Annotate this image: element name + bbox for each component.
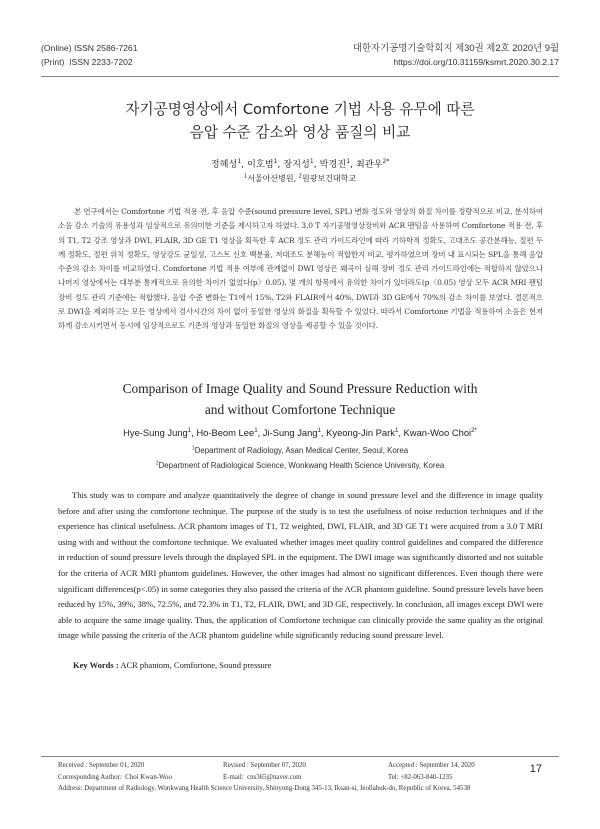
keywords-label: Key Words : <box>73 660 119 670</box>
accepted-date: Accepted : September 14, 2020 <box>388 762 475 769</box>
keywords <box>73 660 271 670</box>
affiliation: 원광보건대학교 <box>301 174 357 183</box>
korean-abstract: 본 연구에서는 Comfortone 기법 적용 전, 후 음압 수준(sound pressure level, SPL) 변화 정도와 영상의 화질 차이를 정량적으로 비교, 분석하여 소음 감소 기술의 유용성과 임상적으로 유의미한 기준을 제시하고자 하였다. 3.0 T 자기공명영상장비와 ACR 팬텀을 사용하여 Comfortone 적용 전, 후의 T1, T2 강조 영상과 DWI, FLAIR, 3D GE T1 영상을 획득한 후 ACR 정도 관리 가이드라인에 따라 기하학적 정확도, 고대조도 공간분해능, 절편 두께 정확도, 절편 위치 정확도, 영상강도 균일성, 고스트 신호 백분율, 저대조도 분해능이 적합한지 비교, 평가하였으며 장비 내 표시되는 SPL을 통해 음압 수준의 감소 차이를 비교하였다. Comfortone 기법 적용 여부에 관계없이 DWI 영상은 왜곡이 심해 장비 정도 관리 가이드라인에는 적합하지 않았으나 나머지 영상에서는 대부분 통계적으로 유의한 차이가 없었다(p〉0.05). 몇 개의 항목에서 유의한 차이가 있더라도(p〈0.05) 영상 모두 ACR MRI 팬텀 장비 정도 관리 기준에는 적합했다. 음압 수준 변화는 T1에서 15%, T2와 FLAIR에서 40%, DWI과 3D GE에서 70%의 감소 차이를 보였다. 결론적으로 DWI을 제외하고는 모든 영상에서 검사시간의 차이 없이 동일한 영상의 화질을 획득할 수 있었다. 따라서 Comfortone 기법을 적용하여 소음은 현저하게 감소시키면서 동시에 임상적으로도 기존의 영상과 동일한 화질의 영상을 제공할 수 있을 것이다. <box>58 207 543 331</box>
author: Kyeong-Jin Park <box>326 427 395 438</box>
author: Kwan-Woo Choi <box>403 427 472 438</box>
doi-link[interactable]: https://doi.org/10.31159/ksmrt.2020.30.2.17 <box>393 57 559 67</box>
author: 정혜성 <box>210 159 238 170</box>
korean-title-line-1: 자기공명영상에서 Comfortone 기법 사용 유무에 따른 <box>125 101 475 118</box>
page-number: 17 <box>529 763 542 775</box>
affiliation: Department of Radiological Science, Wonkwang Health Science University, Korea <box>158 461 445 470</box>
issn-online: (Online) ISSN 2586-7261 <box>41 43 138 53</box>
email: E-mail: cns365@naver.com <box>223 773 302 781</box>
keywords-list: ACR phantom, Comfortone, Sound pressure <box>120 660 272 670</box>
english-title-line-1: Comparison of Image Quality and Sound Pressure Reduction with <box>122 381 478 396</box>
article-footer <box>58 760 528 795</box>
author: Hye-Sung Jung <box>123 427 188 438</box>
author: Ji-Sung Jang <box>262 427 318 438</box>
author: 이호범 <box>246 159 274 170</box>
korean-title-line-2: 음압 수준 감소와 영상 품질의 비교 <box>189 124 411 141</box>
author: 최관우 <box>355 159 383 170</box>
address: Address: Department of Radiology, Wonkwang Health Science University, Shinyong-Dong 345-13, Iksan-si, Jeollabuk-do, Republic of Korea, 54538 <box>58 785 471 792</box>
header-divider <box>41 76 559 77</box>
issn-print: (Print) ISSN 2233-7202 <box>41 57 133 67</box>
author: 박경진 <box>319 159 347 170</box>
english-authors: Hye-Sung Jung$^1$, Ho-Beom Lee$^1$, Ji-Sung Jang$^1$, Kyeong-Jin Park$^1$, Kwan-Woo Choi$^{2*}$ <box>123 426 477 438</box>
footer-divider <box>41 756 559 757</box>
affiliation: Department of Radiology, Asan Medical Center, Seoul, Korea <box>194 446 409 455</box>
corresponding-author: Corresponding Author: Choi Kwan-Woo <box>58 773 172 781</box>
english-title <box>0 378 600 420</box>
english-affiliations: $^1$Department of Radiology, Asan Medical Center, Seoul, Korea $^2$Department of Radiological Science, Wonkwang Health Science University, Korea <box>155 445 445 470</box>
author: 장지성 <box>283 159 310 170</box>
received-date: Received : September 01, 2020 <box>58 762 145 769</box>
journal-name: 대한자기공명기술학회지 제30권 제2호 2020년 9월 <box>352 42 559 53</box>
affiliation: 서울아산병원, <box>247 174 297 183</box>
korean-title <box>0 98 600 144</box>
telephone: Tel: +82-063-840-1235 <box>388 773 453 781</box>
running-header <box>41 41 559 69</box>
korean-authors: 정혜성$^1$, 이호범$^1$, 장지성$^1$, 박경진$^1$, 최관우$^{2*}$ <box>210 157 390 170</box>
english-title-line-2: and without Comfortone Technique <box>204 402 396 417</box>
korean-affiliations: $^1$서울아산병원, $^2$원광보건대학교 <box>243 173 357 183</box>
author: Ho-Beom Lee <box>196 427 255 438</box>
revised-date: Revised : September 07, 2020 <box>223 762 306 769</box>
english-abstract: This study was to compare and analyze quantitatively the degree of change in sound pressure level and the difference in image quality before and after using the comfortone technique. The purpose of the study is to test the usefulness of noise reduction techniques and if the experience has clinical usefulness. ACR phantom images of T1, T2 weighted, DWI, FLAIR, and 3D GE T1 were acquired from a 3.0 T MRI using with and without the comfortone technique. We evaluated whether images meet quality control guidelines and compared the difference in reduction of sound pressure levels through the displayed SPL in the equipment. The DWI image was significantly distorted and not suitable for the criteria of ACR MRI phantom guidelines. However, the other images had almost no significant differences. Even though there were significant differences(p<.05) in some categories they also passed the criteria of the ACR phantom guideline. Sound pressure levels have been reduced by 15%, 39%, 38%, 72.5%, and 72.3% in T1, T2, FLAIR, DWI, and 3D GE, respectively. In conclusion, all images except DWI were able to acquire the same image quality. Thus, the application of Comfortone technique can clinically provide the same quality as the original image while passing the criteria of the ACR phantom guideline while significantly reducing sound pressure level. <box>58 490 543 641</box>
